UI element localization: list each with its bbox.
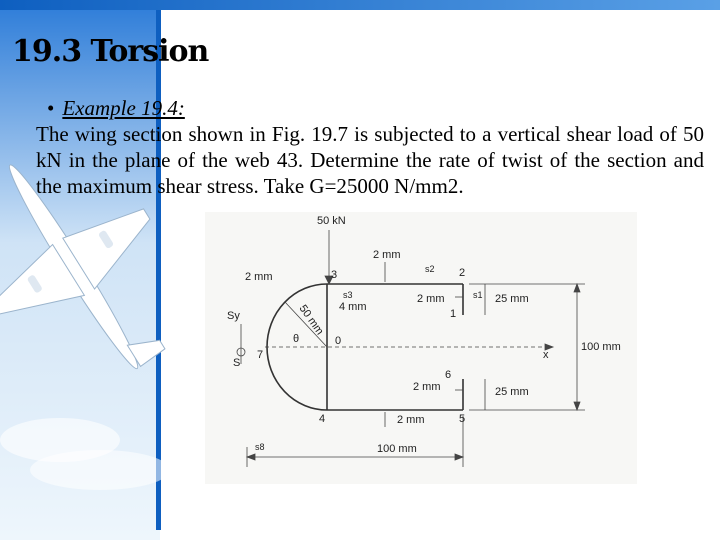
coord-s8: s8 [255, 442, 265, 452]
nose-thickness: 2 mm [245, 271, 273, 283]
coord-s2: s2 [425, 264, 435, 274]
node-2: 2 [459, 267, 466, 279]
sy-label: Sy [227, 310, 240, 322]
origin-label: 0 [335, 335, 342, 347]
bullet-icon: • [47, 96, 55, 120]
rear-web-thickness-bottom: 2 mm [413, 381, 441, 393]
node-5: 5 [459, 413, 466, 425]
top-thickness: 2 mm [373, 249, 401, 261]
coord-s3: s3 [343, 290, 353, 300]
load-label: 50 kN [317, 215, 346, 227]
node-3: 3 [331, 269, 338, 281]
rear-web-thickness-top: 2 mm [417, 293, 445, 305]
length-dim: 100 mm [377, 443, 417, 455]
height-dim: 100 mm [581, 341, 621, 353]
node-1: 1 [450, 308, 457, 320]
upper-flange-dim: 25 mm [495, 293, 529, 305]
node-6: 6 [445, 369, 452, 381]
x-axis-label: x [543, 349, 549, 361]
bottom-thickness: 2 mm [397, 414, 425, 426]
wing-section-figure [205, 212, 637, 484]
lower-flange-dim: 25 mm [495, 386, 529, 398]
node-4: 4 [319, 413, 326, 425]
example-label: • Example 19.4: [47, 96, 185, 120]
s-label: S [233, 357, 241, 369]
node-7: 7 [257, 349, 264, 361]
slide-title: 19.3 Torsion [12, 34, 209, 69]
radius-label: 50 mm [296, 302, 326, 338]
coord-s1: s1 [473, 290, 483, 300]
web-thickness: 4 mm [339, 301, 367, 313]
example-body: The wing section shown in Fig. 19.7 is subjected to a vertical shear load of 50 kN in the plane of the web 43. Determine the rate of twist of the section and the maximum shear stress. Take G=25000 N/mm2. [36, 122, 704, 198]
theta-label: θ [293, 333, 300, 345]
